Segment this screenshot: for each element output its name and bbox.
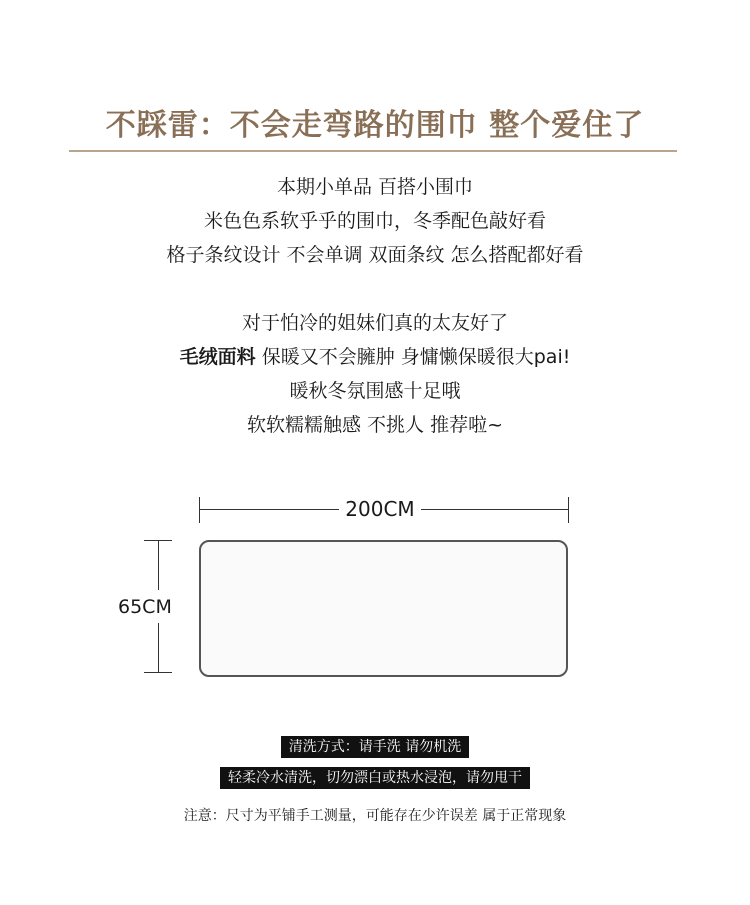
care-instructions-row (0, 767, 750, 789)
page-headline: 不踩雷：不会走弯路的围巾 整个爱住了 (105, 108, 645, 143)
height-tick-bottom (144, 672, 172, 673)
feature-block (0, 306, 750, 442)
width-dimension (199, 495, 569, 525)
height-label: 65CM (118, 596, 172, 618)
height-line-top (158, 540, 159, 590)
width-tick-right (568, 497, 569, 523)
care-instructions-badge: 轻柔冷水清洗，切勿漂白或热水浸泡，请勿甩干 (220, 767, 530, 789)
width-label: 200CM (345, 497, 415, 521)
headline-divider (69, 150, 677, 152)
care-method-badge: 清洗方式：请手洗 请勿机洗 (281, 736, 469, 758)
intro-line-3: 格子条纹设计 不会单调 双面条纹 怎么搭配都好看 (166, 244, 584, 266)
intro-line-2: 米色色系软乎乎的围巾，冬季配色敲好看 (203, 210, 546, 232)
width-line-right (421, 509, 569, 510)
measurement-note: 注意：尺寸为平铺手工测量，可能存在少许误差 属于正常现象 (183, 808, 567, 824)
feature-line-1: 对于怕冷的姐妹们真的太友好了 (241, 312, 508, 334)
width-line-left (199, 509, 339, 510)
care-method-row (0, 736, 750, 758)
height-dimension (118, 540, 190, 673)
intro-block (0, 170, 750, 272)
feature-line-2-rest: 保暖又不会臃肿 身慵懒保暖很大pai! (255, 346, 571, 368)
feature-line-3: 暖秋冬氛围感十足哦 (289, 380, 461, 402)
width-tick-left (199, 497, 200, 523)
fabric-highlight: 毛绒面料 (179, 346, 256, 368)
feature-line-4: 软软糯糯触感 不挑人 推荐啦~ (247, 414, 503, 436)
feature-line-2 (0, 340, 750, 374)
intro-line-1: 本期小单品 百搭小围巾 (276, 176, 474, 198)
height-line-bottom (158, 623, 159, 673)
scarf-outline (199, 540, 568, 677)
